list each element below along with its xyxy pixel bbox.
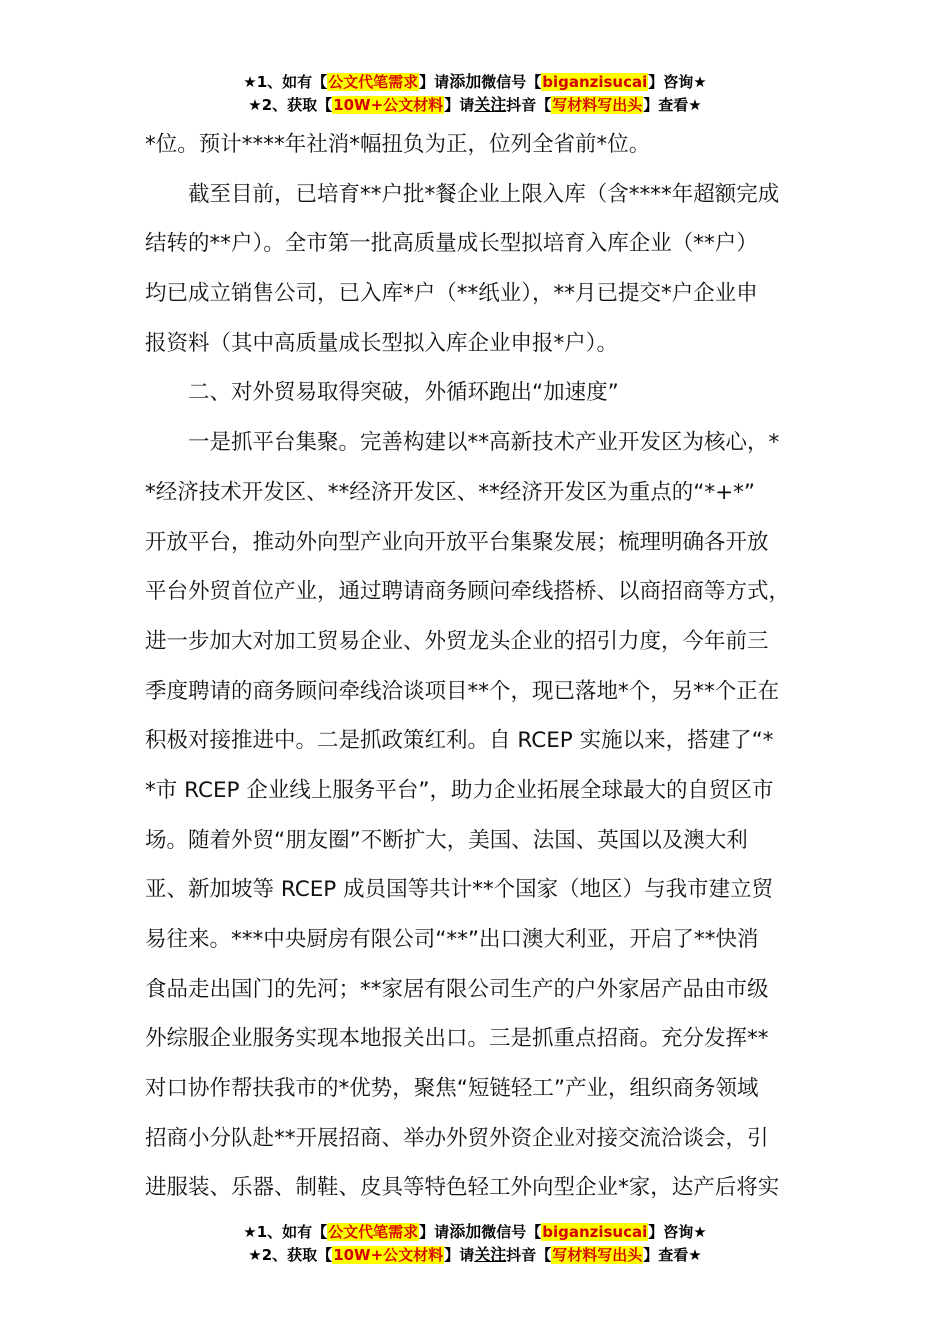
- banner-emphasis: 关注: [474, 1245, 507, 1264]
- paragraph-start: 一是抓平台集聚。完善构建以**高新技术产业开发区为核心，*: [188, 430, 780, 456]
- banner-line-2: [0, 93, 950, 116]
- body-line: 对口协作帮扶我市的*优势，聚焦“短链轻工”产业，组织商务领域: [145, 1076, 759, 1102]
- banner-text: 】咨询★: [648, 1223, 707, 1241]
- body-line: *经济技术开发区、**经济开发区、**经济开发区为重点的“*+*”: [145, 479, 756, 505]
- highlight-service: 公文代笔需求: [328, 73, 419, 91]
- banner-text: 抖音【: [506, 96, 552, 114]
- highlight-service: 公文代笔需求: [328, 1223, 419, 1241]
- body-line: 外综服企业服务实现本地报关出口。三是抓重点招商。充分发挥**: [145, 1026, 769, 1052]
- banner-text: 】请: [419, 1223, 450, 1241]
- banner-line-2: [0, 1243, 950, 1266]
- header-banner: [0, 70, 950, 116]
- banner-text: ★2、获取【: [248, 96, 333, 114]
- banner-text: 】咨询★: [648, 73, 707, 91]
- banner-text: 微信号【: [481, 73, 542, 91]
- body-line: 进服装、乐器、制鞋、皮具等特色轻工外向型企业*家，达产后将实: [145, 1175, 780, 1201]
- body-line: *位。预计****年社消*幅扭负为正，位列全省前*位。: [145, 132, 651, 157]
- highlight-materials: 10W+公文材料: [333, 1246, 444, 1264]
- body-line: 场。随着外贸“朋友圈”不断扩大，美国、法国、英国以及澳大利: [145, 827, 748, 853]
- banner-text: 】请: [444, 96, 475, 114]
- douyin-account: 写材料写出头: [552, 1246, 643, 1264]
- wechat-id: biganzisucai: [542, 73, 648, 91]
- banner-line-1: [0, 1220, 950, 1243]
- banner-text: 】查看★: [643, 1246, 702, 1264]
- body-line: 开放平台，推动外向型产业向开放平台集聚发展；梳理明确各开放: [145, 529, 769, 555]
- douyin-account: 写材料写出头: [552, 96, 643, 114]
- banner-emphasis: 关注: [474, 95, 507, 114]
- body-line: 报资料（其中高质量成长型拟入库企业申报*户）。: [145, 330, 619, 356]
- banner-text: 微信号【: [481, 1223, 542, 1241]
- banner-line-1: [0, 70, 950, 93]
- section-heading: 二、对外贸易取得突破，外循环跑出“加速度”: [188, 380, 619, 406]
- document-body: [145, 120, 825, 1213]
- wechat-id: biganzisucai: [542, 1223, 648, 1241]
- footer-banner: [0, 1220, 950, 1266]
- body-line: 食品走出国门的先河；**家居有限公司生产的户外家居产品由市级: [145, 976, 769, 1002]
- body-line: 均已成立销售公司，已入库*户（**纸业），**月已提交*户企业申: [145, 281, 758, 307]
- body-line: 季度聘请的商务顾问牵线洽谈项目**个，现已落地*个，另**个正在: [145, 678, 780, 704]
- body-line: 平台外贸首位产业，通过聘请商务顾问牵线搭桥、以商招商等方式，: [145, 579, 791, 605]
- body-line: 进一步加大对加工贸易企业、外贸龙头企业的招引力度，今年前三: [145, 628, 769, 654]
- banner-text: 抖音【: [506, 1246, 552, 1264]
- banner-text: ★2、获取【: [248, 1246, 333, 1264]
- body-line: 结转的**户）。全市第一批高质量成长型拟培育入库企业（**户）: [145, 231, 758, 257]
- banner-emphasis: 添加: [449, 72, 482, 91]
- body-line: 亚、新加坡等 RCEP 成员国等共计**个国家（地区）与我市建立贸: [145, 877, 774, 903]
- banner-text: ★1、如有【: [243, 1223, 328, 1241]
- banner-text: ★1、如有【: [243, 73, 328, 91]
- banner-text: 】请: [444, 1246, 475, 1264]
- highlight-materials: 10W+公文材料: [333, 96, 444, 114]
- banner-emphasis: 添加: [449, 1222, 482, 1241]
- body-line: 积极对接推进中。二是抓政策红利。自 RCEP 实施以来，搭建了“*: [145, 728, 774, 754]
- paragraph-start: 截至目前，已培育**户批*餐企业上限入库（含****年超额完成: [188, 181, 780, 207]
- body-line: 招商小分队赴**开展招商、举办外贸外资企业对接交流洽谈会，引: [145, 1125, 769, 1151]
- banner-text: 】请: [419, 73, 450, 91]
- body-line: 易往来。***中央厨房有限公司“**”出口澳大利亚，开启了**快消: [145, 927, 759, 952]
- banner-text: 】查看★: [643, 96, 702, 114]
- body-line: *市 RCEP 企业线上服务平台”，助力企业拓展全球最大的自贸区市: [145, 777, 774, 803]
